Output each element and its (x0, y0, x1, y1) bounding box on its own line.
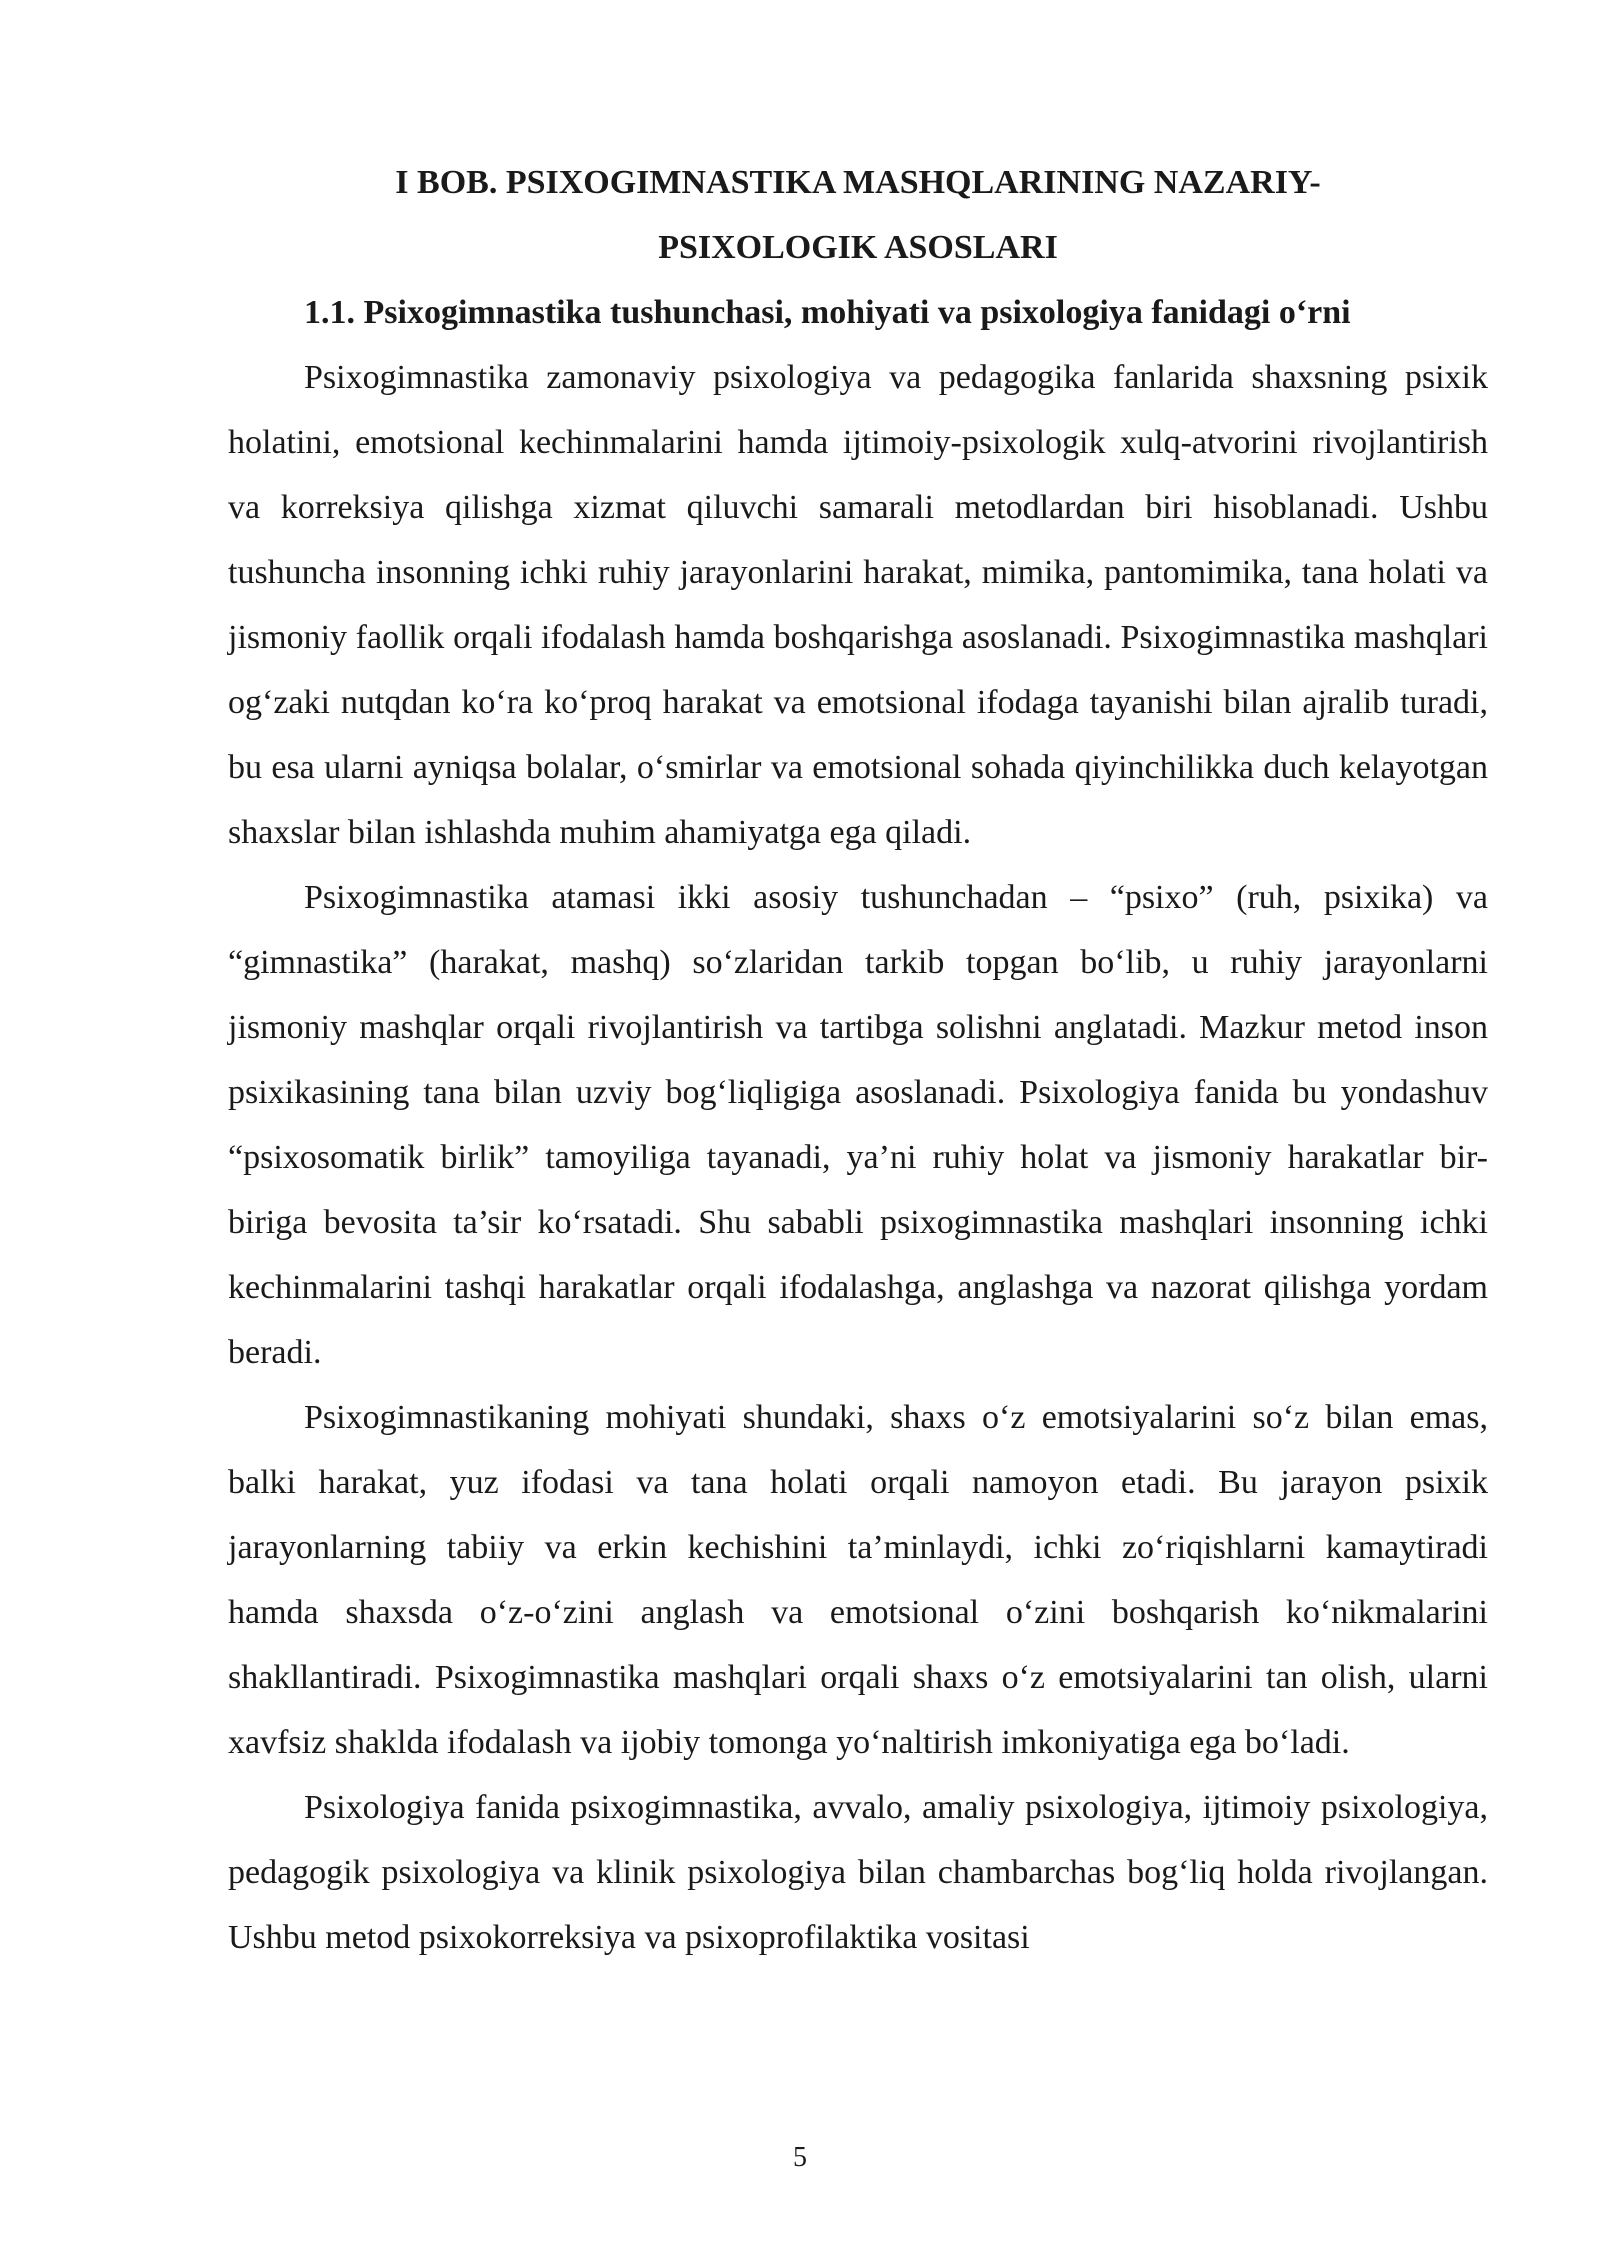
page-content (228, 150, 1488, 1970)
paragraph-1: Psixogimnastika zamonaviy psixologiya va pedagogika fanlarida shaxsning psixik holatini, emotsional kechinmalarini hamda ijtimoiy-psixologik xulq-atvorini rivojlantirish va korreksiya qilishga xizmat qiluvchi samarali metodlardan biri hisoblanadi. Ushbu tushuncha insonning ichki ruhiy jarayonlarini harakat, mimika, pantomimika, tana holati va jismoniy faollik orqali ifodalash hamda boshqarishga asoslanadi. Psixogimnastika mashqlari og‘zaki nutqdan ko‘ra ko‘proq harakat va emotsional ifodaga tayanishi bilan ajralib turadi, bu esa ularni ayniqsa bolalar, o‘smirlar va emotsional sohada qiyinchilikka duch kelayotgan shaxslar bilan ishlashda muhim ahamiyatga ega qiladi. (228, 359, 1488, 851)
paragraph-2: Psixogimnastika atamasi ikki asosiy tushunchadan – “psixo” (ruh, psixika) va “gimnastika” (harakat, mashq) so‘zlaridan tarkib topgan bo‘lib, u ruhiy jarayonlarni jismoniy mashqlar orqali rivojlantirish va tartibga solishni anglatadi. Mazkur metod inson psixikasining tana bilan uzviy bog‘liqligiga asoslanadi. Psixologiya fanida bu yondashuv “psixosomatik birlik” tamoyiliga tayanadi, ya’ni ruhiy holat va jismoniy harakatlar bir-biriga bevosita ta’sir ko‘rsatadi. Shu sababli psixogimnastika mashqlari insonning ichki kechinmalarini tashqi harakatlar orqali ifodalashga, anglashga va nazorat qilishga yordam beradi. (228, 879, 1488, 1371)
page-number: 5 (793, 2142, 807, 2173)
chapter-title-line-2: PSIXOLOGIK ASOSLARI (658, 229, 1058, 266)
paragraph-3: Psixogimnastikaning mohiyati shundaki, shaxs o‘z emotsiyalarini so‘z bilan emas, balki harakat, yuz ifodasi va tana holati orqali namoyon etadi. Bu jarayon psixik jarayonlarning tabiiy va erkin kechishini ta’minlaydi, ichki zo‘riqishlarni kamaytiradi hamda shaxsda o‘z-o‘zini anglash va emotsional o‘zini boshqarish ko‘nikmalarini shakllantiradi. Psixogimnastika mashqlari orqali shaxs o‘z emotsiyalarini tan olish, ularni xavfsiz shaklda ifodalash va ijobiy tomonga yo‘naltirish imkoniyatiga ega bo‘ladi. (228, 1399, 1488, 1761)
chapter-title-line-1: I BOB. PSIXOGIMNASTIKA MASHQLARINING NAZARIY- (395, 164, 1321, 201)
section-title: 1.1. Psixogimnastika tushunchasi, mohiyati va psixologiya fanidagi o‘rni (304, 294, 1351, 331)
paragraph-4: Psixologiya fanida psixogimnastika, avvalo, amaliy psixologiya, ijtimoiy psixologiya, pedagogik psixologiya va klinik psixologiya bilan chambarchas bog‘liq holda rivojlangan. Ushbu metod psixokorreksiya va psixoprofilaktika vositasi (228, 1789, 1488, 1956)
